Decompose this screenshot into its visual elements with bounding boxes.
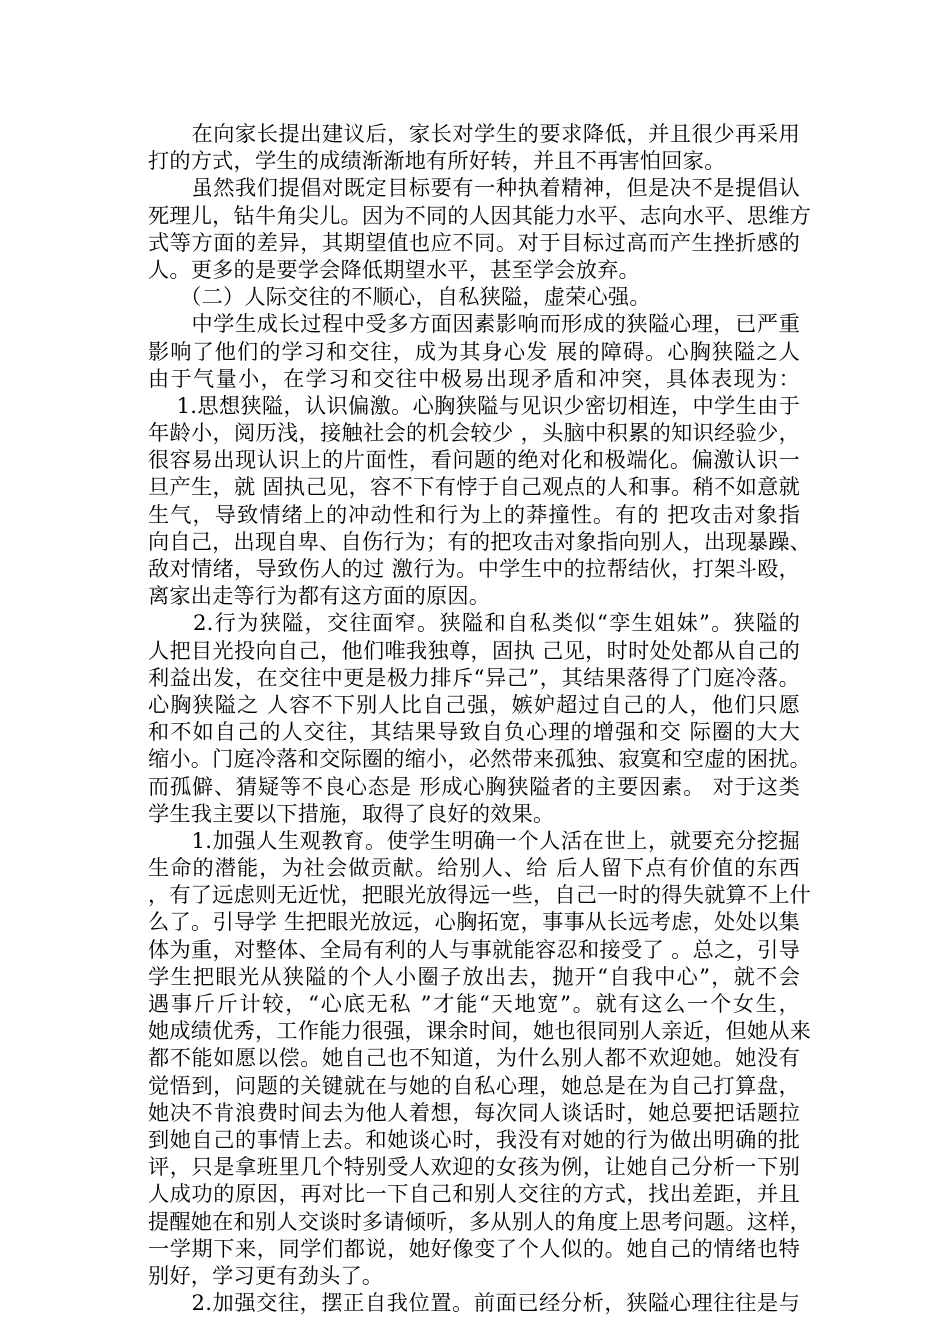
text-line: 别好，学习更有劲头了。 [148, 1262, 384, 1288]
text-line: 敌对情绪，导致伤人的过 激行为。中学生中的拉帮结伙，打架斗殴， [148, 556, 800, 581]
text-line: 提醒她在和别人交谈时多请倾听，多从别人的角度上思考问题。这样， [148, 1208, 812, 1234]
text-line: 评，只是拿班里几个特别受人欢迎的女孩为例，让她自己分析一下别 [148, 1154, 800, 1180]
text-line: 死理儿，钻牛角尖儿。因为不同的人因其能力水平、志向水平、思维方 [148, 202, 812, 228]
text-line: 人成功的原因，再对比一下自己和别人交往的方式，找出差距，并且 [148, 1181, 800, 1207]
text-line: （二）人际交往的不顺心，自私狭隘，虚荣心强。 [148, 284, 651, 310]
text-line: 虽然我们提倡对既定目标要有一种执着精神，但是决不是提倡认 [148, 175, 800, 201]
text-line: 很容易出现认识上的片面性，看问题的绝对化和极端化。偏激认识一 [148, 447, 800, 473]
text-line: 觉悟到，问题的关键就在与她的自私心理，她总是在为自己打算盘， [148, 1072, 800, 1098]
text-line: 学生我主要以下措施，取得了良好的效果。 [148, 800, 555, 826]
text-line: 缩小。门庭冷落和交际圈的缩小，必然带来孤独、寂寞和空虚的困扰。 [148, 746, 812, 772]
text-line: 由于气量小，在学习和交往中极易出现矛盾和冲突，具体表现为： [148, 365, 800, 391]
text-line: 心胸狭隘之 人容不下别人比自己强，嫉妒超过自己的人，他们只愿 [148, 691, 800, 717]
text-line: 生命的潜能，为社会做贡献。给别人、给 后人留下点有价值的东西 [148, 855, 800, 881]
text-line: 年龄小，阅历浅，接触社会的机会较少 ，头脑中积累的知识经验少， [148, 420, 800, 446]
text-line: 影响了他们的学习和交往，成为其身心发 展的障碍。心胸狭隘之人 [148, 338, 800, 364]
text-line: 学生把眼光从狭隘的个人小圈子放出去，抛开“自我中心”，就不会 [148, 963, 800, 989]
text-line: 利益出发，在交往中更是极力排斥“异己”，其结果落得了门庭冷落。 [148, 664, 800, 690]
text-line: 体为重，对整体、全局有利的人与事就能容忍和接受了 。总之，引导 [148, 936, 800, 962]
text-line: 旦产生，就 固执己见，容不下有悖于自己观点的人和事。稍不如意就 [148, 474, 800, 500]
text-line: 1.加强人生观教育。使学生明确一个人活在世上，就要充分挖掘 [148, 827, 800, 853]
text-line: 2.加强交往，摆正自我位置。前面已经分析，狭隘心理往往是与 [148, 1290, 800, 1316]
text-line: 2.行为狭隘，交往面窄。狭隘和自私类似“孪生姐妹”。狭隘的 [148, 610, 800, 636]
text-line: 打的方式，学生的成绩渐渐地有所好转，并且不再害怕回家。 [148, 148, 726, 174]
text-line: 和不如自己的人交往，其结果导致自负心理的增强和交 际圈的大大 [148, 719, 800, 745]
text-line: 人把目光投向自己，他们唯我独尊，固执 己见，时时处处都从自己的 [148, 637, 800, 663]
text-line: 人。更多的是要学会降低期望水平，甚至学会放弃。 [148, 256, 640, 282]
document-body [148, 120, 812, 1316]
text-line: 都不能如愿以偿。她自己也不知道，为什么别人都不欢迎她。她没有 [148, 1045, 800, 1071]
text-line: 么了。引导学 生把眼光放远，心胸拓宽，事事从长远考虑，处处以集 [148, 909, 800, 935]
text-line: 她成绩优秀，工作能力很强，课余时间，她也很同别人亲近，但她从来 [148, 1018, 812, 1044]
text-line: 而孤僻、猜疑等不良心态是 形成心胸狭隘者的主要因素。 对于这类 [148, 773, 800, 799]
text-line: 离家出走等行为都有这方面的原因。 [148, 583, 491, 609]
text-line: 到她自己的事情上去。和她谈心时，我没有对她的行为做出明确的批 [148, 1126, 800, 1152]
text-line: 她决不肯浪费时间去为他人着想，每次同人谈话时，她总要把话题拉 [148, 1099, 800, 1125]
text-line: 1.思想狭隘，认识偏激。心胸狭隘与见识少密切相连，中学生由于 [148, 392, 800, 418]
text-line: 遇事斤斤计较，“心底无私 ”才能“天地宽”。就有这么一个女生， [148, 991, 800, 1016]
text-line: 在向家长提出建议后，家长对学生的要求降低，并且很少再采用 [148, 121, 800, 146]
text-line: 中学生成长过程中受多方面因素影响而形成的狭隘心理，已严重 [148, 311, 800, 337]
text-line: 向自己，出现自卑、自伤行为；有的把攻击对象指向别人，出现暴躁、 [148, 528, 812, 554]
text-line: 一学期下来，同学们都说，她好像变了个人似的。她自己的情绪也特 [148, 1235, 800, 1261]
text-line: 式等方面的差异，其期望值也应不同。对于目标过高而产生挫折感的 [148, 229, 800, 255]
text-line: 生气，导致情绪上的冲动性和行为上的莽撞性。有的 把攻击对象指 [148, 501, 800, 527]
text-line: ，有了远虑则无近忧，把眼光放得远一些，自己一时的得失就算不上什 [148, 882, 812, 908]
